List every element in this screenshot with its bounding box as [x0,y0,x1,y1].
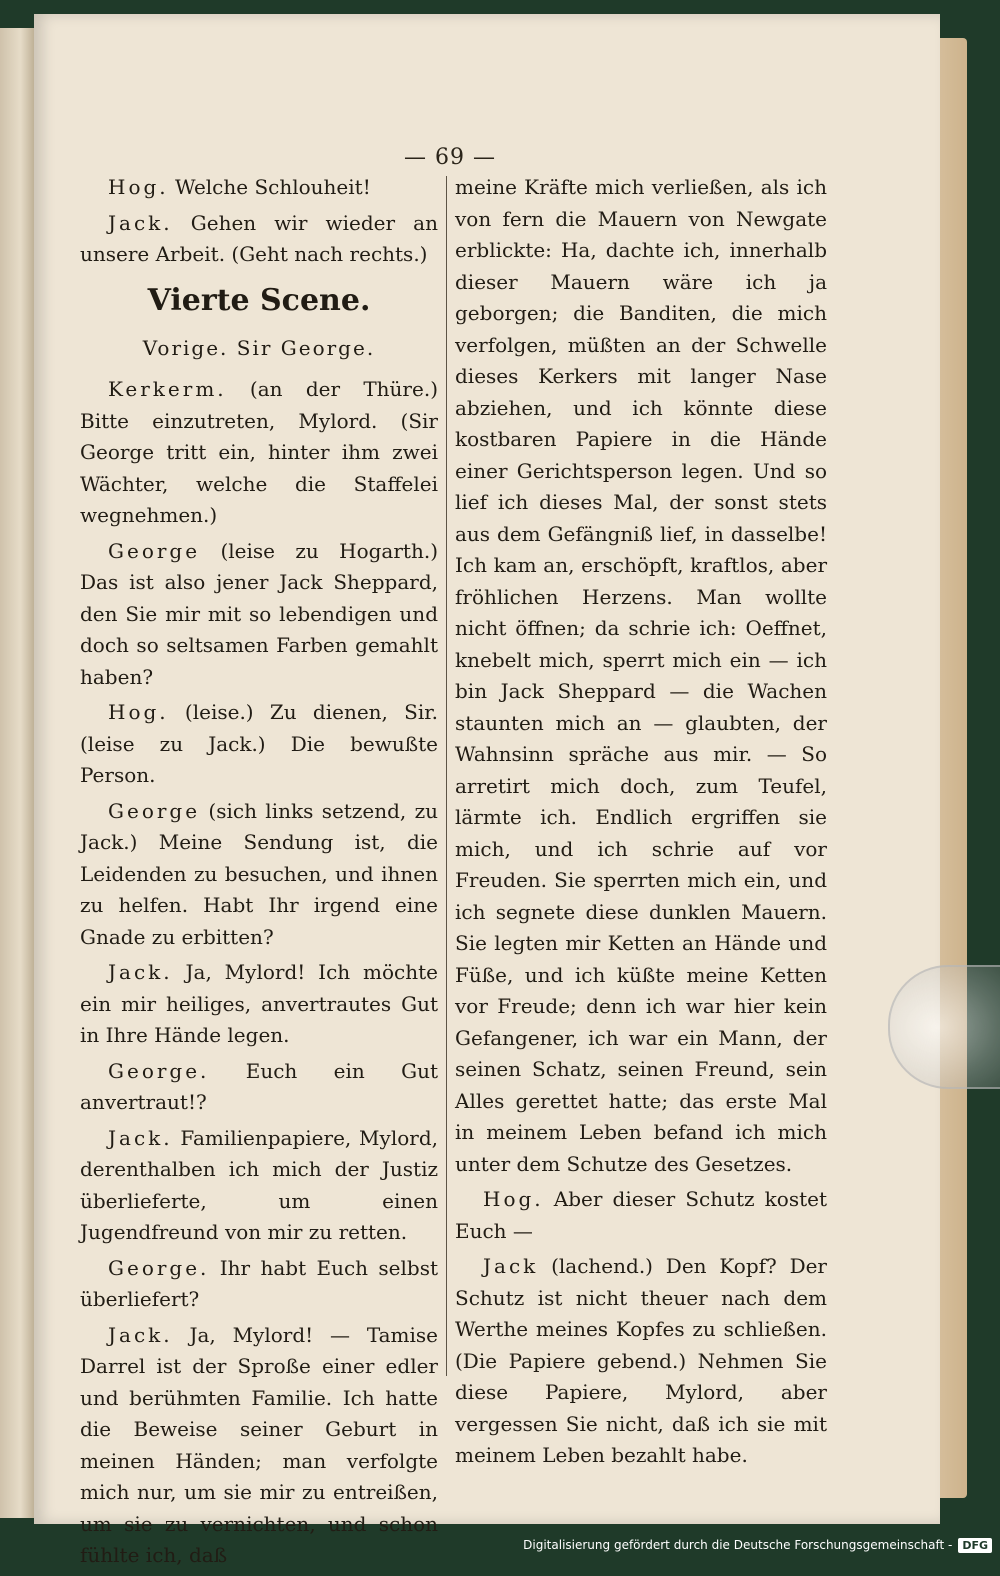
paragraph [455,172,827,1180]
speaker-name: George [108,538,201,563]
speech-text: Ihr habt Euch selbst überliefert? [80,1255,438,1311]
speech-text: Euch ein Gut anvertraut!? [80,1058,438,1114]
left-page-edge [0,28,34,1518]
paragraph [80,697,438,792]
page-number: — 69 — [404,145,496,170]
speech-text: Ja, Mylord! — Tamise Darrel ist der Sproße einer edler und berühmten Familie. Ich hatte die Beweise seiner Geburt in meinen Händen; man verfolgte mich nur, um sie mir zu entreißen, um sie zu vernichten, und schon fühlte ich, daß [80,1322,438,1567]
dfg-logo: DFG [958,1538,992,1553]
speech-text: Ja, Mylord! Ich möchte ein mir heiliges, anvertrautes Gut in Ihre Hände legen. [80,960,438,1047]
speech-text: (sich links setzend, zu Jack.) Meine Sendung ist, die Leidenden zu besuchen, und ihnen zu helfen. Habt Ihr irgend eine Gnade zu erbitten? [80,798,438,949]
speech-text: (leise zu Hogarth.) Das ist also jener Jack Sheppard, den Sie mir mit so lebendigen und doch so seltsamen Farben gemahlt haben? [80,538,438,689]
speaker-name: Jack [483,1254,539,1278]
speech-text: (leise.) Zu dienen, Sir. (leise zu Jack.) Die bewußte Person. [80,700,438,787]
speaker-name: Hog. [108,175,169,199]
paragraph [455,1184,827,1247]
speaker-name: George. [108,1058,210,1083]
paragraph [80,208,438,271]
paragraph [80,1056,438,1119]
stage-direction: Vorige. Sir George. [142,335,376,360]
speaker-name: Jack. [108,1125,173,1150]
paragraph [80,536,438,694]
speaker-name: George. [108,1255,210,1280]
speech-text: Gehen wir wieder an unsere Arbeit. (Geht nach rechts.) [80,210,438,266]
scene-heading: Vierte Scene. [147,282,371,318]
paragraph [455,1251,827,1472]
footer-text: Digitalisierung gefördert durch die Deutsche Forschungsgemeinschaft - [523,1538,953,1552]
speech-text: meine Kräfte mich verließen, als ich von fern die Mauern von Newgate erblickte: Ha, dachte ich, innerhalb dieser Mauern wäre ich ja geborgen; die Banditen, die mich verfolgen, müßten an der Schwelle dieses Kerkers mit langer Nase abziehen, und ich könnte diese kostbaren Papiere in die Hände einer Gerichtsperson legen. Und so lief ich dieses Mal, der sonst stets aus dem Gefängniß lief, in dasselbe! Ich kam an, erschöpft, kraftlos, aber fröhlichen Herzens. Man wollte nicht öffnen; da schrie ich: Oeffnet, knebelt mich, sperrt mich ein — ich bin Jack Sheppard — die Wachen staunten mich an — glaubten, der Wahnsinn spräche aus mir. — So arretirt mich doch, zum Teufel, lärmte ich. Endlich ergriffen sie mich, und ich schrie auf vor Freuden. Sie sperrten mich ein, und ich segnete diese dunklen Mauern. Sie legten mir Ketten an Hände und Füße, und ich küßte meine Ketten vor Freude; denn ich war hier kein Gefangener, ich war ein Mann, der seinen Schatz, seinen Freund, sein Alles gerettet hatte; das erste Mal in meinem Leben befand ich mich unter dem Schutze des Gesetzes. [455,175,827,1176]
paragraph [80,374,438,532]
thumb-shadow [888,965,1000,1089]
speech-text: Familienpapiere, Mylord, derenthalben ich mich der Justiz überlieferte, um einen Jugendfreund von mir zu retten. [80,1125,438,1244]
speech-text: (an der Thüre.) Bitte einzutreten, Mylord. (Sir George tritt ein, hinter ihm zwei Wächter, welche die Staffelei wegnehmen.) [80,377,438,527]
speaker-name: Hog. [483,1187,544,1211]
speaker-name: Kerkerm. [108,377,227,401]
paragraph [80,172,438,204]
paragraph [80,957,438,1052]
paragraph [80,1253,438,1316]
right-column [455,172,827,1476]
paragraph [80,1123,438,1249]
speaker-name: George [108,798,201,823]
speech-text: (lachend.) Den Kopf? Der Schutz ist nicht theuer nach dem Werthe meines Kopfes zu schließen. (Die Papiere gebend.) Nehmen Sie diese Papiere, Mylord, aber vergessen Sie nicht, daß ich sie mit meinem Leben bezahlt habe. [455,1254,827,1467]
speaker-name: Jack. [108,960,173,984]
speaker-name: Hog. [108,700,169,724]
column-divider [446,176,447,1376]
paragraph [80,1320,438,1572]
digitization-footer [523,1534,992,1556]
paragraph [80,796,438,954]
speech-text: Welche Schlouheit! [168,175,371,199]
speech-text: Aber dieser Schutz kostet Euch — [455,1187,827,1243]
left-column [80,172,438,1576]
speaker-name: Jack. [108,1322,173,1347]
speaker-name: Jack. [108,210,173,235]
